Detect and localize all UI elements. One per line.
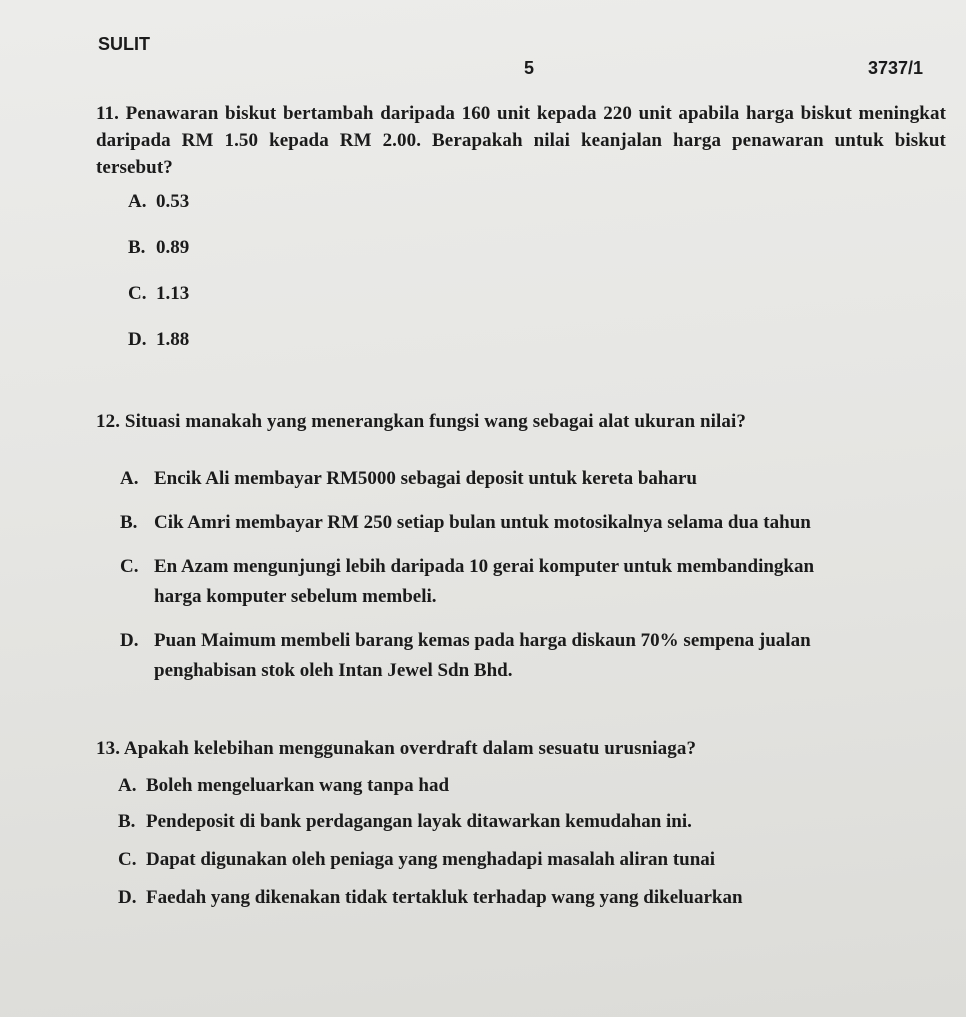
option-text: 0.53 bbox=[156, 191, 190, 212]
option-11-c bbox=[128, 280, 189, 308]
option-letter: A. bbox=[128, 191, 147, 212]
option-13-c bbox=[118, 846, 715, 874]
option-letter: C. bbox=[120, 556, 139, 577]
option-text: 1.13 bbox=[156, 283, 190, 304]
question-number: 13. bbox=[96, 738, 121, 759]
option-letter: D. bbox=[118, 887, 137, 908]
option-text: Cik Amri membayar RM 250 setiap bulan untuk motosikalnya selama dua tahun bbox=[154, 512, 811, 533]
question-stem: Penawaran biskut bertambah daripada 160 unit kepada 220 unit apabila harga biskut meningkat daripada RM 1.50 kepada RM 2.00. Berapakah nilai keanjalan harga penawaran untuk biskut tersebut? bbox=[96, 103, 946, 178]
option-13-d bbox=[118, 884, 743, 912]
option-letter: A. bbox=[118, 775, 137, 796]
question-12 bbox=[96, 409, 942, 435]
option-12-a bbox=[120, 464, 920, 494]
option-12-c bbox=[120, 552, 858, 612]
option-letter: B. bbox=[118, 811, 136, 832]
option-text: Pendeposit di bank perdagangan layak ditawarkan kemudahan ini. bbox=[146, 811, 692, 832]
option-letter: D. bbox=[120, 630, 139, 651]
option-letter: C. bbox=[128, 283, 147, 304]
option-letter: C. bbox=[118, 849, 137, 870]
option-letter: A. bbox=[120, 468, 139, 489]
option-text: Faedah yang dikenakan tidak tertakluk terhadap wang yang dikeluarkan bbox=[146, 887, 743, 908]
question-number: 11. bbox=[96, 103, 120, 124]
option-11-d bbox=[128, 326, 189, 354]
option-letter: D. bbox=[128, 329, 147, 350]
option-text: 0.89 bbox=[156, 237, 190, 258]
option-12-b bbox=[120, 508, 920, 538]
option-letter: B. bbox=[120, 512, 138, 533]
option-text: 1.88 bbox=[156, 329, 190, 350]
header-classification: SULIT bbox=[98, 34, 150, 54]
option-13-b bbox=[118, 808, 692, 836]
option-11-b bbox=[128, 234, 189, 262]
question-number: 12. bbox=[96, 411, 121, 432]
question-13 bbox=[96, 736, 942, 762]
page-number: 5 bbox=[524, 58, 535, 78]
question-stem: Situasi manakah yang menerangkan fungsi wang sebagai alat ukuran nilai? bbox=[124, 411, 746, 432]
option-12-d bbox=[120, 626, 858, 686]
question-11 bbox=[96, 100, 946, 181]
option-text: Dapat digunakan oleh peniaga yang menghadapi masalah aliran tunai bbox=[146, 849, 716, 870]
option-13-a bbox=[118, 772, 449, 800]
option-text: Encik Ali membayar RM5000 sebagai deposit untuk kereta baharu bbox=[154, 468, 697, 489]
option-letter: B. bbox=[128, 237, 146, 258]
option-text: Boleh mengeluarkan wang tanpa had bbox=[146, 775, 450, 796]
paper-code: 3737/1 bbox=[868, 58, 924, 78]
option-11-a bbox=[128, 188, 189, 216]
option-text: Puan Maimum membeli barang kemas pada harga diskaun 70% sempena jualan penghabisan stok oleh Intan Jewel Sdn Bhd. bbox=[154, 630, 811, 681]
question-stem: Apakah kelebihan menggunakan overdraft dalam sesuatu urusniaga? bbox=[123, 738, 697, 759]
option-text: En Azam mengunjungi lebih daripada 10 gerai komputer untuk membandingkan harga komputer sebelum membeli. bbox=[154, 556, 815, 607]
